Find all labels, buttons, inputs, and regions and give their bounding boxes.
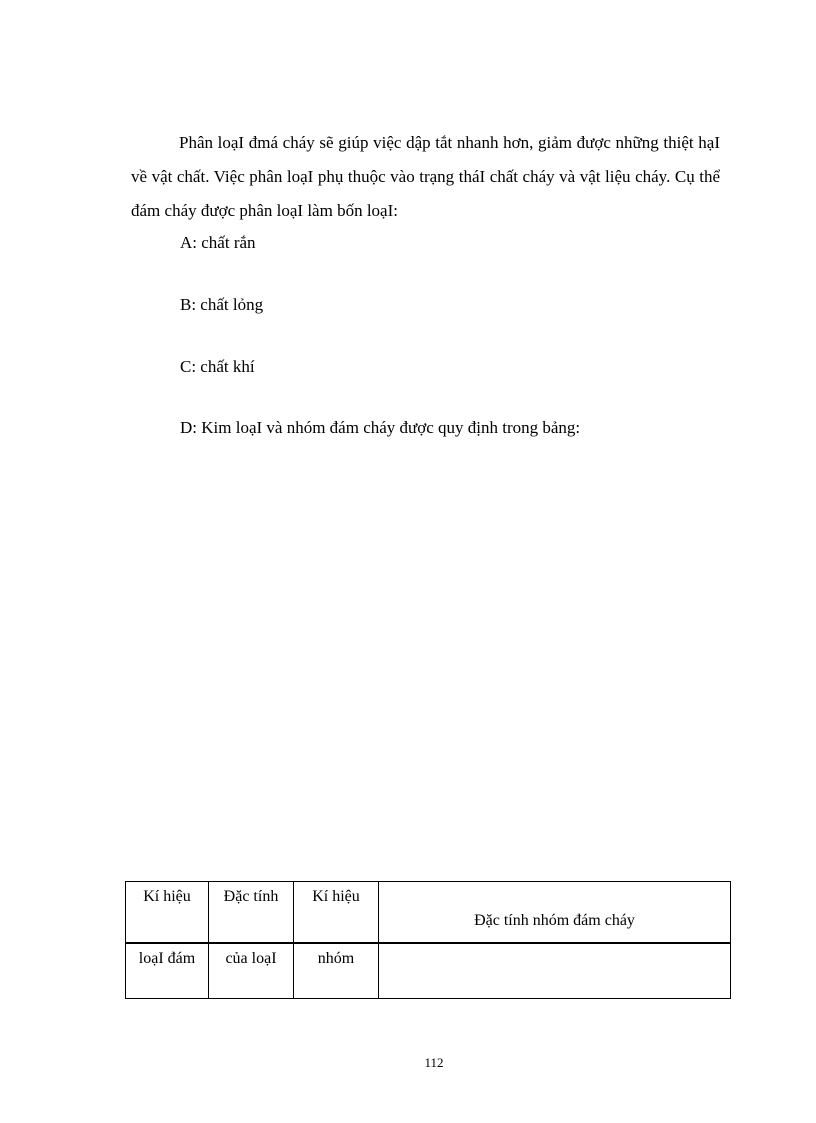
table-cell	[126, 943, 209, 999]
table-row	[126, 882, 731, 944]
table-cell	[379, 943, 731, 999]
table-row	[126, 943, 731, 999]
list-item-a: A: chất rắn	[180, 233, 256, 252]
table-cell	[294, 943, 379, 999]
header-symbol-type: Kí hiệu	[143, 888, 191, 905]
cell-group-continued: nhóm	[317, 950, 355, 967]
page-number: 112	[424, 1055, 444, 1070]
cell-empty	[379, 944, 730, 950]
cell-type-continued: loạI đám	[138, 950, 196, 967]
table-cell	[209, 882, 294, 944]
list-item-b: B: chất lỏng	[180, 295, 264, 314]
table-cell	[126, 882, 209, 944]
fire-class-table	[125, 881, 731, 999]
table-cell	[209, 943, 294, 999]
header-symbol-group: Kí hiệu	[312, 888, 360, 905]
list-item-d: D: Kim loạI và nhóm đám cháy được quy định trong bảng:	[180, 418, 581, 437]
table-cell	[294, 882, 379, 944]
intro-paragraph: Phân loạI đmá cháy sẽ giúp việc dập tắt nhanh hơn, giảm được những thiệt hạI về vật chất. Việc phân loạI phụ thuộc vào trạng tháI chất cháy và vật liệu cháy. Cụ thể đám cháy được phân loạI làm bốn loạI:	[131, 133, 720, 220]
cell-property-continued: của loạI	[225, 950, 277, 967]
header-group-property: Đặc tính nhóm đám cháy	[474, 912, 635, 929]
list-item-c: C: chất khí	[180, 357, 255, 376]
header-property-type: Đặc tính	[223, 888, 279, 905]
table-cell	[379, 882, 731, 944]
